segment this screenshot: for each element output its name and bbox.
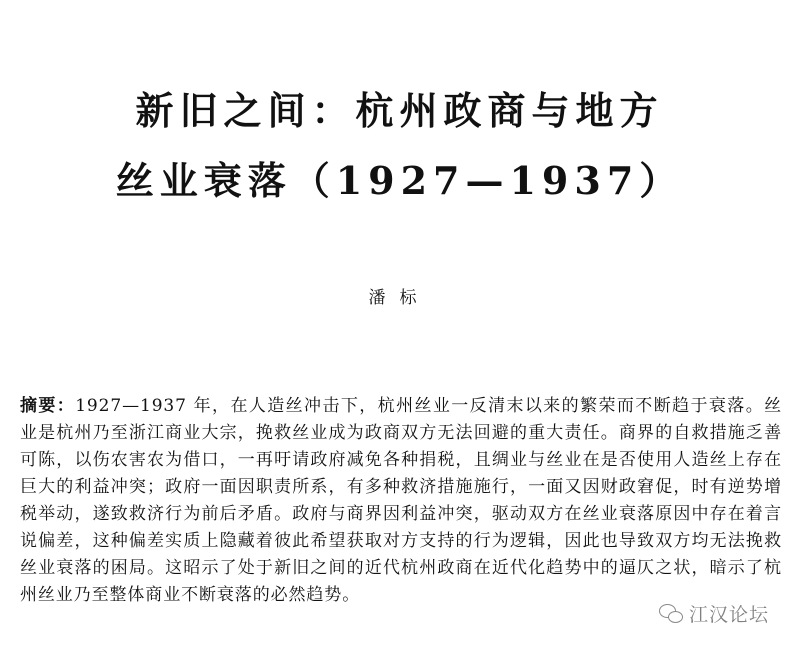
abstract-line: 丝业衰落的困局。这昭示了处于新旧之间的近代杭州政商在近代化趋势中的逼仄之状，暗示了杭 <box>20 558 782 578</box>
abstract-line: 业是杭州乃至浙江商业大宗，挽救丝业成为政商双方无法回避的重大责任。商界的自救措施乏善 <box>20 423 782 443</box>
abstract-line: 税举动，遂致救济行为前后矛盾。政府与商界因利益冲突，驱动双方在丝业衰落原因中存在着言 <box>20 504 782 524</box>
page-title-line-2: 丝业衰落（1927—1937） <box>115 158 684 203</box>
watermark <box>659 600 769 627</box>
wechat-icon <box>659 604 683 624</box>
abstract-line: 巨大的利益冲突；政府一面因职责所系，有多种救济措施施行，一面又因财政窘促，时有逆势增 <box>20 477 782 497</box>
watermark-text: 江汉论坛 <box>688 604 769 626</box>
abstract-line <box>20 395 782 417</box>
abstract-line: 可陈，以伤农害农为借口，一再吁请政府减免各种捐税，且绸业与丝业在是否使用人造丝上存在 <box>20 450 782 470</box>
abstract-label: 摘要： <box>20 396 76 416</box>
abstract-text: 1927—1937 年，在人造丝冲击下，杭州丝业一反清末以来的繁荣而不断趋于衰落。丝 <box>75 396 783 416</box>
author-name: 潘标 <box>368 288 431 308</box>
page-title-line-1: 新旧之间：杭州政商与地方 <box>135 88 664 133</box>
abstract-line: 州丝业乃至整体商业不断衰落的必然趋势。 <box>20 585 361 605</box>
abstract-line: 说偏差，这种偏差实质上隐藏着彼此希望获取对方支持的行为逻辑，因此也导致双方均无法挽救 <box>20 531 782 551</box>
